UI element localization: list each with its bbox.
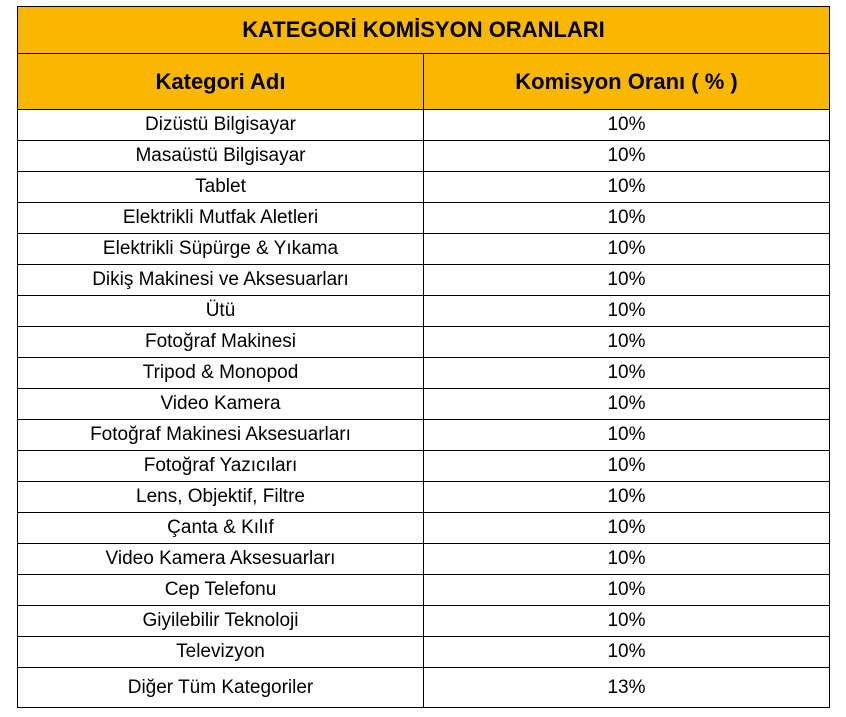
table-row [18, 420, 830, 451]
category-cell: Televizyon [18, 637, 424, 668]
commission-table-container [17, 6, 829, 708]
table-row [18, 358, 830, 389]
table-row [18, 482, 830, 513]
category-cell: Giyilebilir Teknoloji [18, 606, 424, 637]
rate-cell: 10% [424, 203, 830, 234]
rate-cell: 10% [424, 513, 830, 544]
category-cell: Video Kamera [18, 389, 424, 420]
table-row [18, 265, 830, 296]
category-cell: Video Kamera Aksesuarları [18, 544, 424, 575]
rate-cell: 10% [424, 482, 830, 513]
rate-cell: 10% [424, 389, 830, 420]
table-title: KATEGORİ KOMİSYON ORANLARI [18, 7, 830, 54]
table-row [18, 637, 830, 668]
table-row [18, 110, 830, 141]
table-row [18, 296, 830, 327]
rate-cell: 10% [424, 172, 830, 203]
rate-cell: 10% [424, 358, 830, 389]
column-header-category: Kategori Adı [18, 54, 424, 110]
table-row [18, 513, 830, 544]
category-cell: Fotoğraf Makinesi [18, 327, 424, 358]
category-cell: Tripod & Monopod [18, 358, 424, 389]
category-cell: Lens, Objektif, Filtre [18, 482, 424, 513]
commission-table [17, 6, 830, 708]
header-row [18, 54, 830, 110]
category-cell: Elektrikli Mutfak Aletleri [18, 203, 424, 234]
category-cell: Dikiş Makinesi ve Aksesuarları [18, 265, 424, 296]
category-cell: Elektrikli Süpürge & Yıkama [18, 234, 424, 265]
rate-cell: 10% [424, 141, 830, 172]
table-body [18, 110, 830, 708]
category-cell: Cep Telefonu [18, 575, 424, 606]
table-row [18, 141, 830, 172]
table-row [18, 234, 830, 265]
rate-cell: 10% [424, 327, 830, 358]
rate-cell: 10% [424, 451, 830, 482]
table-row [18, 451, 830, 482]
rate-cell: 10% [424, 296, 830, 327]
category-cell: Masaüstü Bilgisayar [18, 141, 424, 172]
title-row [18, 7, 830, 54]
column-header-rate: Komisyon Oranı ( % ) [424, 54, 830, 110]
table-row [18, 172, 830, 203]
category-cell: Ütü [18, 296, 424, 327]
category-cell: Fotoğraf Yazıcıları [18, 451, 424, 482]
category-cell: Dizüstü Bilgisayar [18, 110, 424, 141]
table-row [18, 668, 830, 708]
rate-cell: 10% [424, 110, 830, 141]
rate-cell: 10% [424, 575, 830, 606]
table-row [18, 203, 830, 234]
rate-cell: 10% [424, 420, 830, 451]
rate-cell: 13% [424, 668, 830, 708]
rate-cell: 10% [424, 544, 830, 575]
rate-cell: 10% [424, 265, 830, 296]
table-row [18, 389, 830, 420]
table-row [18, 575, 830, 606]
table-row [18, 327, 830, 358]
category-cell: Fotoğraf Makinesi Aksesuarları [18, 420, 424, 451]
category-cell: Diğer Tüm Kategoriler [18, 668, 424, 708]
rate-cell: 10% [424, 606, 830, 637]
category-cell: Tablet [18, 172, 424, 203]
table-row [18, 544, 830, 575]
table-row [18, 606, 830, 637]
rate-cell: 10% [424, 637, 830, 668]
category-cell: Çanta & Kılıf [18, 513, 424, 544]
rate-cell: 10% [424, 234, 830, 265]
